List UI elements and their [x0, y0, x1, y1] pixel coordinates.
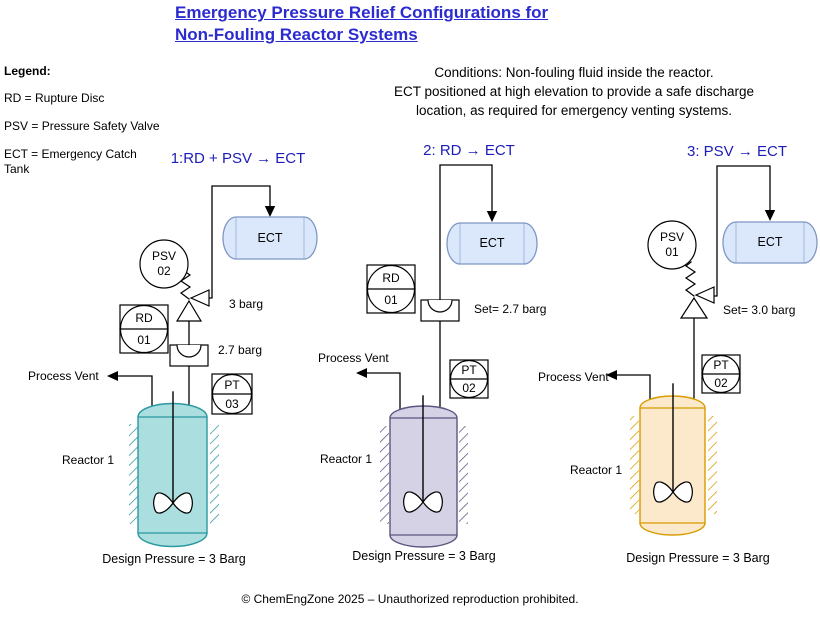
config3-psv-set-label: Set= 3.0 barg	[723, 303, 796, 317]
config3-pt-tag-bottom: 02	[714, 376, 728, 390]
config1-jacket-left	[129, 424, 138, 524]
config1-psv-set-label: 3 barg	[229, 297, 264, 311]
conditions-line3: location, as required for emergency venting systems.	[416, 103, 732, 118]
config3-ect-arrowhead-icon	[765, 210, 775, 221]
config1-title: 1:RD + PSV → ECT	[170, 150, 306, 167]
config3-psv-inlet-triangle-icon	[681, 298, 707, 318]
config3-process-vent-pipe	[617, 375, 650, 401]
config1-psv-inlet-triangle-icon	[177, 301, 201, 321]
legend-item-rd: RD = Rupture Disc	[4, 91, 105, 105]
config3-ect-label: ECT	[757, 235, 783, 249]
page-title-line1: Emergency Pressure Relief Configurations for	[175, 3, 549, 22]
config2-ect-arrowhead-icon	[487, 211, 497, 222]
config3-design-pressure-label: Design Pressure = 3 Barg	[626, 551, 770, 565]
config3-process-vent-label: Process Vent	[538, 370, 609, 384]
config1-process-vent-label: Process Vent	[28, 369, 99, 383]
config3-pt-tag-top: PT	[713, 358, 729, 372]
config2-rd-tag-bottom: 01	[384, 293, 398, 307]
config1-psv-bubble-line1: PSV	[151, 249, 176, 263]
config1-rd-set-label: 2.7 barg	[218, 343, 263, 357]
config3-title: 3: PSV → ECT	[686, 143, 788, 160]
config1-jacket-right	[210, 424, 219, 524]
config1-ect-arrowhead-icon	[265, 206, 275, 217]
config2-jacket-right	[459, 426, 468, 524]
config3-psv-bubble-line1: PSV	[659, 230, 684, 244]
config2-design-pressure-label: Design Pressure = 3 Barg	[352, 549, 496, 563]
config3-jacket-left	[630, 416, 639, 514]
config3-jacket-right	[708, 416, 717, 514]
config1-psv-outlet-triangle-icon	[191, 290, 209, 306]
config2-pt-tag-top: PT	[461, 363, 477, 377]
conditions-line2: ECT positioned at high elevation to provide a safe discharge	[394, 84, 754, 99]
legend-item-ect: ECT = Emergency Catch Tank	[4, 147, 137, 176]
config2-title: 2: RD → ECT	[423, 142, 515, 159]
config1-psv-bubble-line2: 02	[157, 264, 171, 278]
config3-psv-bubble-line2: 01	[665, 245, 679, 259]
config2-ect-label: ECT	[479, 236, 505, 250]
config2-reactor-label: Reactor 1	[320, 452, 373, 466]
config1-rd-tag-top: RD	[135, 311, 153, 325]
config2-rd-tag-top: RD	[382, 271, 400, 285]
footer-copyright: © ChemEngZone 2025 – Unauthorized reproduction prohibited.	[241, 592, 579, 606]
config1-pt-tag-top: PT	[224, 378, 240, 392]
config1-process-vent-arrowhead-icon	[107, 371, 118, 381]
config3-diagram	[606, 166, 817, 535]
config1-rupture-disc-symbol	[170, 345, 208, 366]
config1-psv-bubble-label	[140, 249, 188, 279]
legend-item-psv: PSV = Pressure Safety Valve	[4, 119, 160, 133]
config1-process-vent-pipe	[118, 376, 152, 409]
conditions-line1: Conditions: Non-fouling fluid inside the reactor.	[434, 65, 714, 80]
config2-jacket-left	[380, 426, 389, 524]
config1-rd-tag-bottom: 01	[137, 333, 151, 347]
page-title-line2: Non-Fouling Reactor Systems	[175, 25, 418, 44]
config1-ect-label: ECT	[257, 231, 283, 245]
config2-rupture-disc-symbol	[421, 300, 459, 321]
config1-pt-tag-bottom: 03	[225, 397, 239, 411]
config2-rd-set-label: Set= 2.7 barg	[474, 302, 547, 316]
config3-psv-outlet-triangle-icon	[696, 287, 714, 303]
config2-process-vent-pipe	[367, 373, 400, 413]
config2-process-vent-label: Process Vent	[318, 351, 389, 365]
config1-reactor-label: Reactor 1	[62, 453, 115, 467]
legend-heading: Legend:	[4, 64, 51, 78]
config1-design-pressure-label: Design Pressure = 3 Barg	[102, 552, 246, 566]
config3-psv-bubble-label	[648, 230, 696, 260]
config3-psv-spring-icon	[686, 262, 695, 296]
config2-process-vent-arrowhead-icon	[356, 368, 367, 378]
config3-reactor-label: Reactor 1	[570, 463, 623, 477]
config2-pt-tag-bottom: 02	[462, 381, 476, 395]
conditions-note	[336, 63, 812, 120]
